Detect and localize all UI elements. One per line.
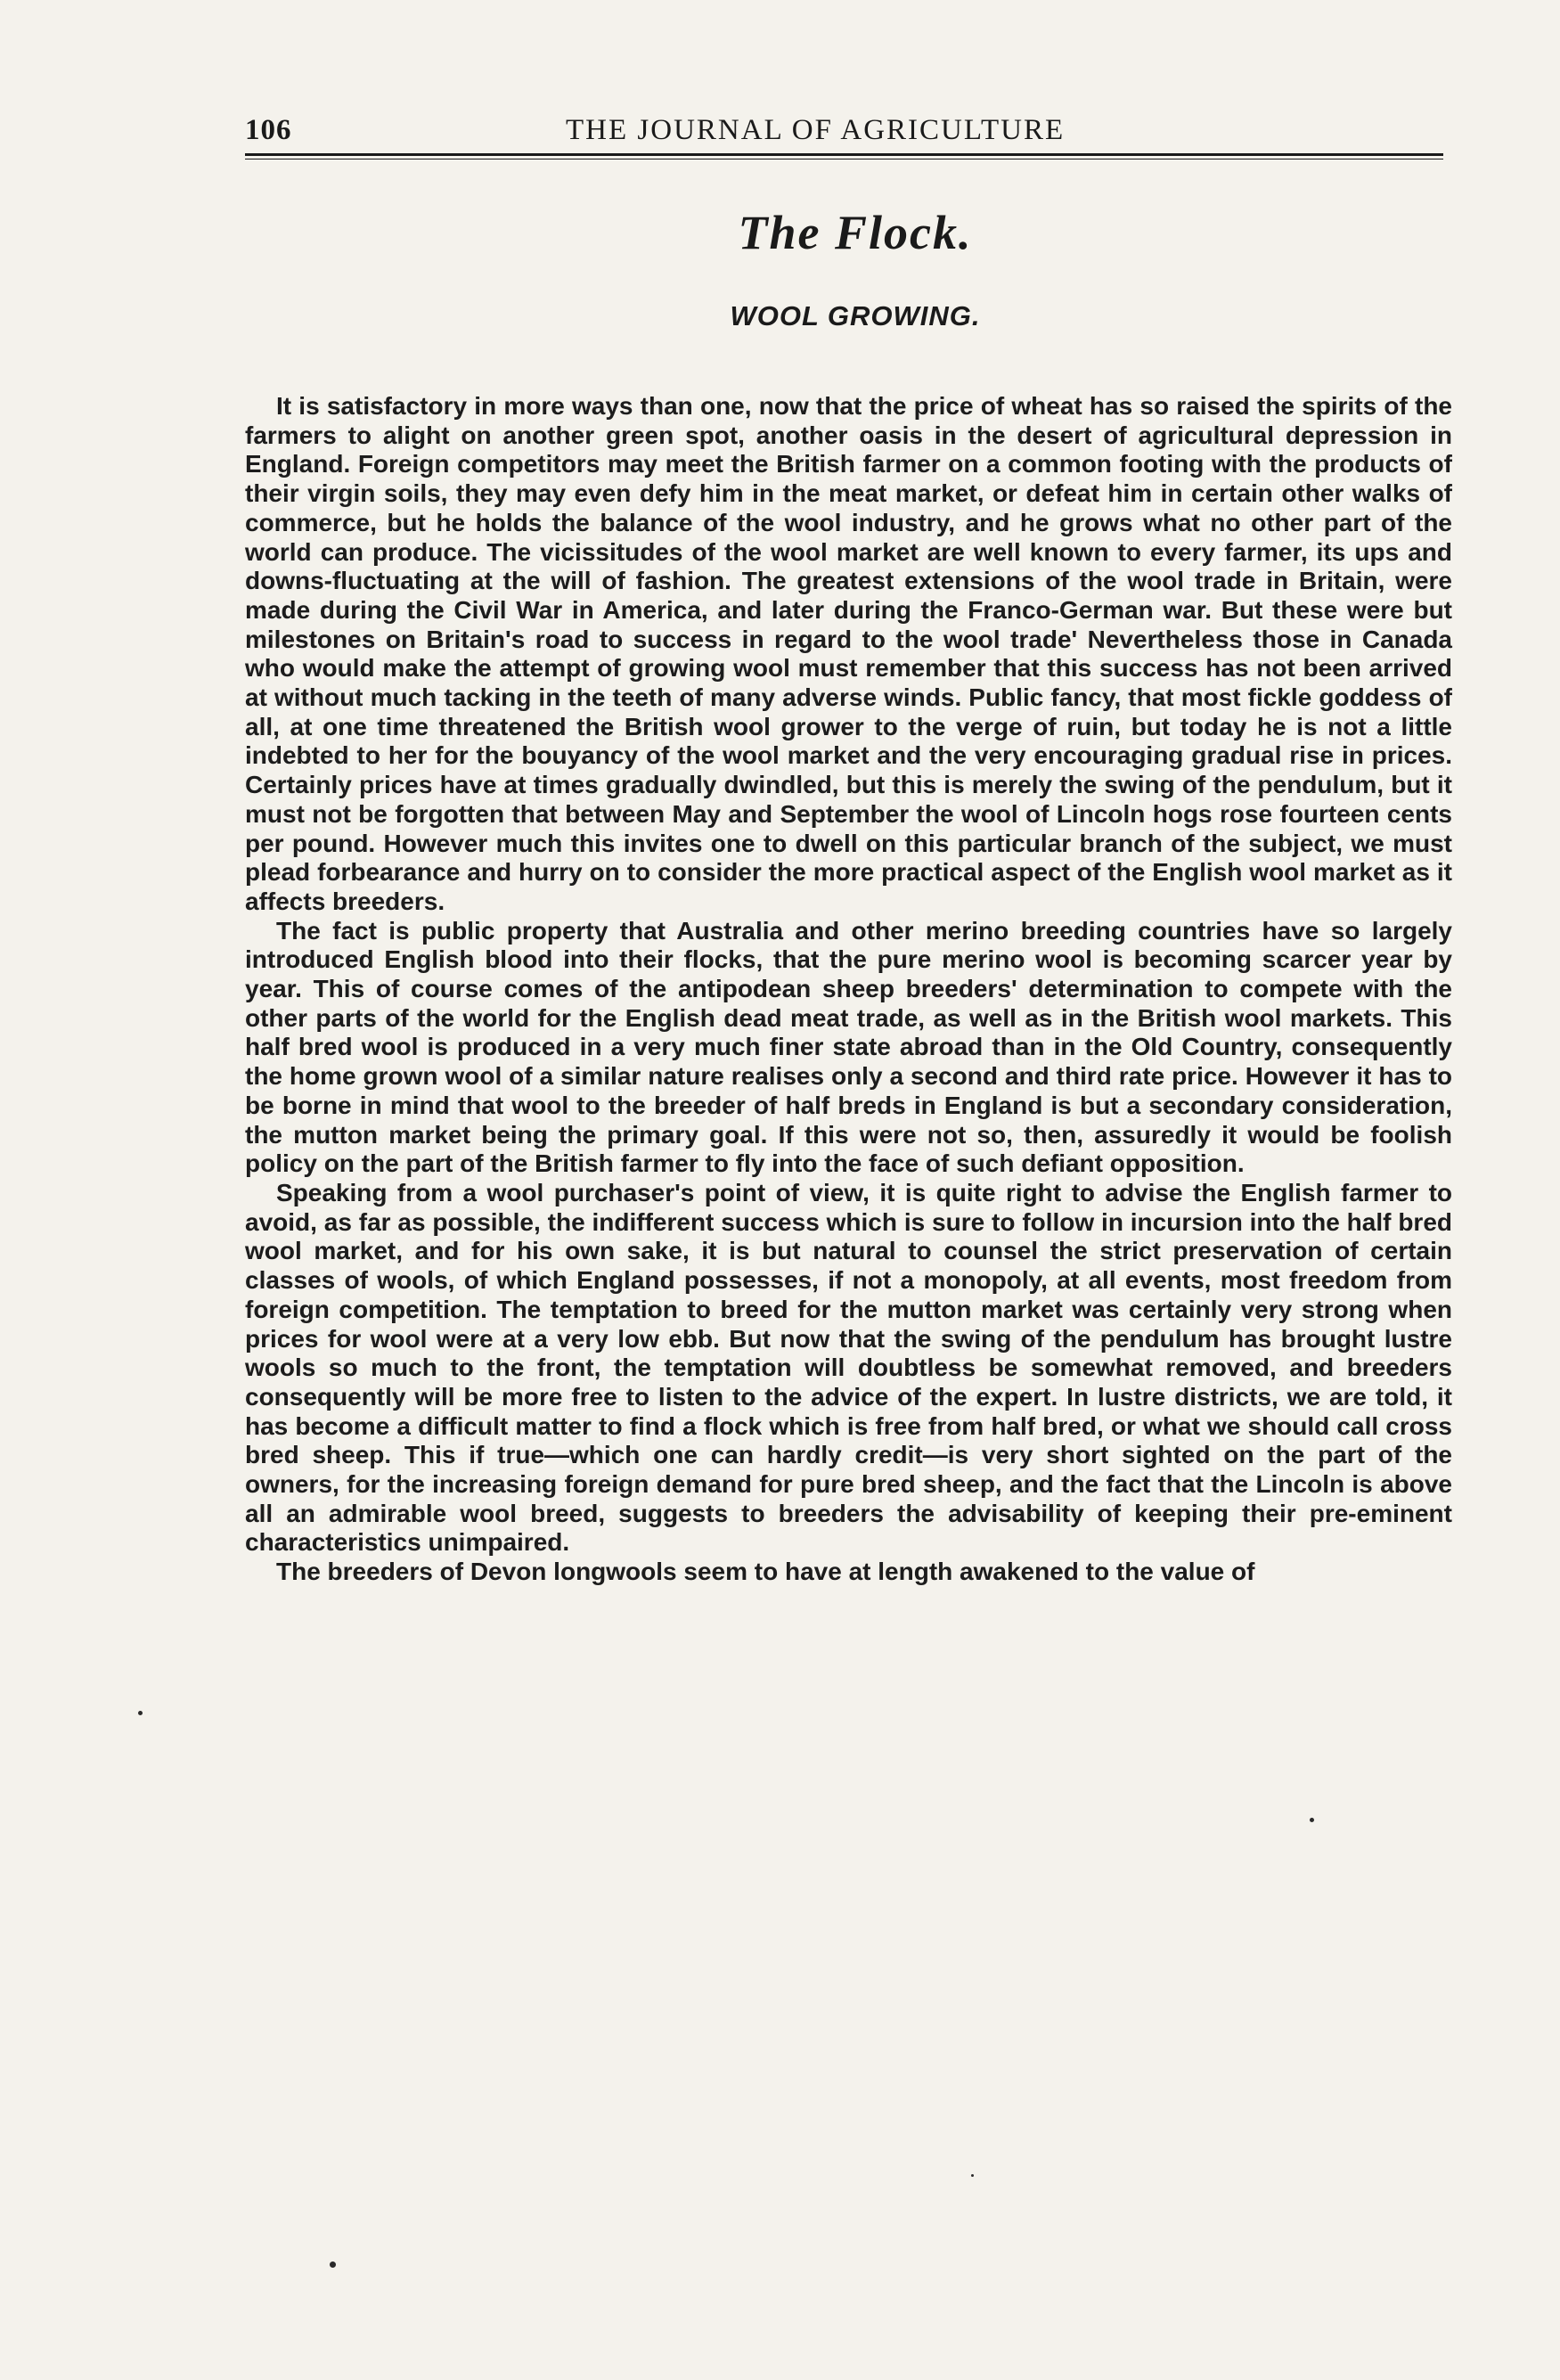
article-title: WOOL GROWING. <box>730 300 981 331</box>
running-head <box>245 109 1443 151</box>
paragraph-3: Speaking from a wool purchaser's point of view, it is quite right to advise the English farmer to avoid, as far as possible, the indifferent success which is sure to follow in incursion into the half bred wool market, and for his own sake, it is but natural to counsel the strict preservation of certain classes of wools, of which England possesses, if not a monopoly, at all events, most freedom from foreign competition. The temptation to breed for the mutton market was certainly very strong when prices for wool were at a very low ebb. But now that the swing of the pendulum has brought lustre wools so much to the front, the temptation will doubtless be somewhat removed, and breeders consequently will be more free to listen to the advice of the expert. In lustre districts, we are told, it has become a difficult matter to find a flock which is free from half bred, or what we should call cross bred sheep. This if true—which one can hardly credit—is very short sighted on the part of the owners, for the increasing foreign demand for pure bred sheep, and the fact that the Lincoln is above all an admirable wool breed, suggests to breeders the advisability of keeping their pre-eminent characteristics unimpaired. <box>245 1178 1452 1557</box>
section-title: The Flock. <box>738 206 973 259</box>
journal-title: THE JOURNAL OF AGRICULTURE <box>566 114 1066 146</box>
page-number: 106 <box>245 114 292 146</box>
print-speck <box>138 1711 143 1715</box>
paragraph-4: The breeders of Devon longwools seem to have at length awakened to the value of <box>276 1558 1255 1586</box>
paragraph-2: The fact is public property that Australia and other merino breeding countries have so largely introduced English blood into their flocks, that the pure merino wool is becoming scarcer year by year. This of course comes of the antipodean sheep breeders' determination to compete with the other parts of the world for the English dead meat trade, as well as in the British wool markets. This half bred wool is produced in a very much finer state abroad than in the Old Country, consequently the home grown wool of a similar nature realises only a second and third rate price. However it has to be borne in mind that wool to the breeder of half breds in England is but a secondary consideration, the mutton market being the primary goal. If this were not so, then, assuredly it would be foolish policy on the part of the British farmer to fly into the face of such defiant opposition. <box>245 916 1452 1178</box>
paragraph-1: It is satisfactory in more ways than one, now that the price of wheat has so raised the spirits of the farmers to alight on another green spot, another oasis in the desert of agricultural depression in England. Foreign competitors may meet the British farmer on a common footing with the products of their virgin soils, they may even defy him in the meat market, or defeat him in certain other walks of commerce, but he holds the balance of the wool industry, and he grows what no other part of the world can produce. The vicissitudes of the wool market are well known to every farmer, its ups and downs-fluctuating at the will of fashion. The greatest extensions of the wool trade in Britain, were made during the Civil War in America, and later during the Franco-German war. But these were but milestones on Britain's road to success in regard to the wool trade' Nevertheless those in Canada who would make the attempt of growing wool must remember that this success has not been arrived at without much tacking in the teeth of many adverse winds. Public fancy, that most fickle goddess of all, at one time threatened the British wool grower to the verge of ruin, but today he is not a little indebted to her for the bouyancy of the wool market and the very encouraging gradual rise in prices. Certainly prices have at times gradually dwindled, but this is merely the swing of the pendulum, but it must not be forgotten that between May and September the wool of Lincoln hogs rose fourteen cents per pound. However much this invites one to dwell on this particular branch of the subject, we must plead forbearance and hurry on to consider the more practical aspect of the English wool market as it affects breeders. <box>245 392 1452 915</box>
article-body <box>245 392 1452 1587</box>
print-speck <box>1310 1818 1314 1822</box>
print-speck <box>330 2261 336 2268</box>
print-speck <box>971 2174 974 2177</box>
header-rule <box>245 153 1443 156</box>
